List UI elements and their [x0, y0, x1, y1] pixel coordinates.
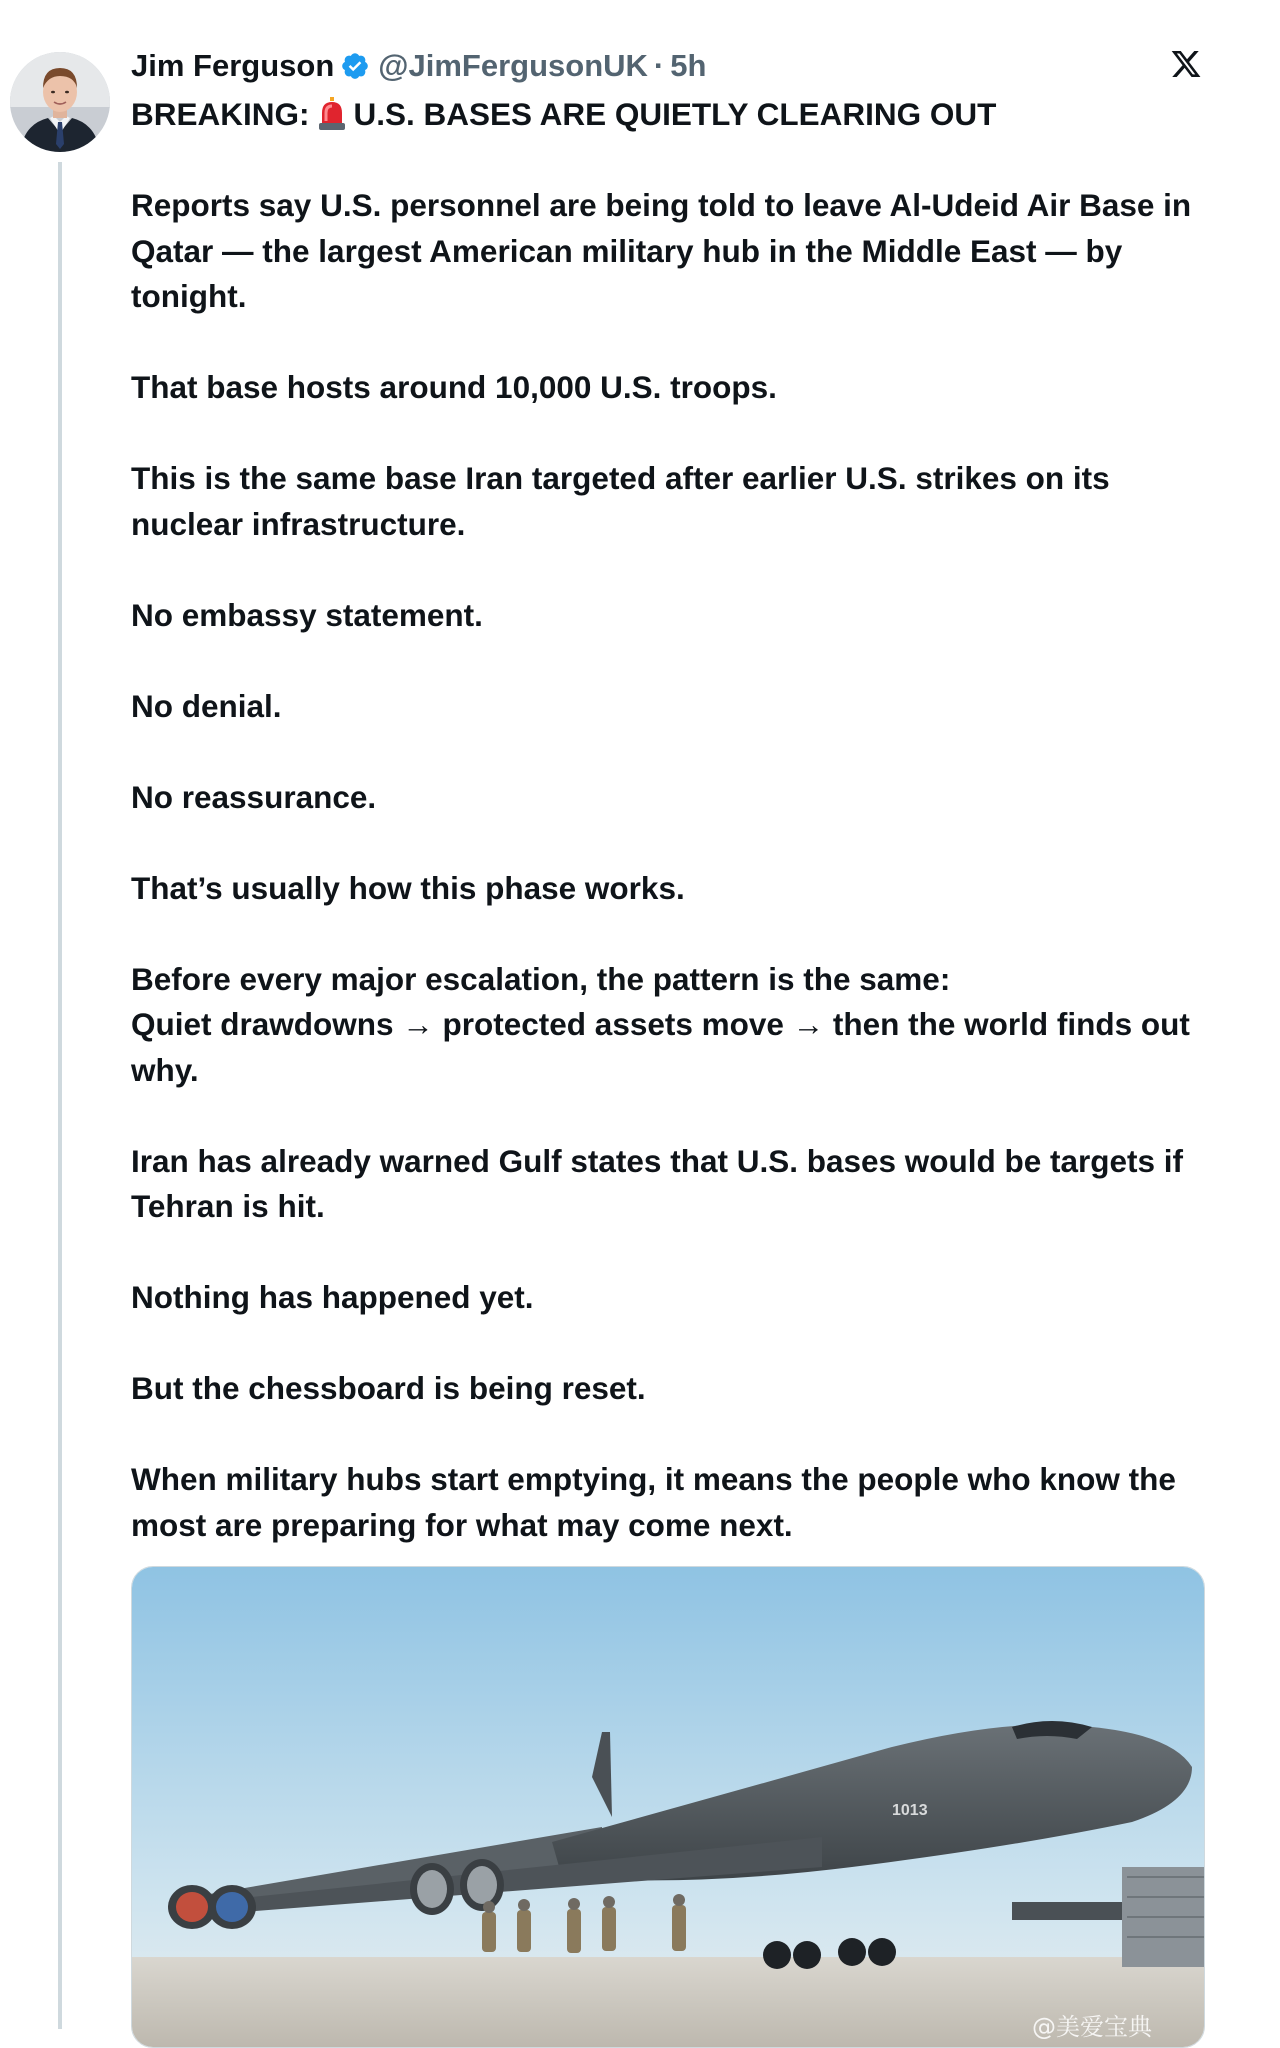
tweet-paragraph: Iran has already warned Gulf states that U.S. bases would be targets if Tehran is hit. [131, 1142, 1184, 1224]
tweet-timestamp[interactable]: 5h [670, 48, 707, 83]
tweet-paragraph: Before every major escalation, the pattern is the same: [131, 960, 951, 997]
headline-prefix: BREAKING: [131, 96, 310, 132]
x-logo-icon[interactable] [1170, 48, 1202, 80]
image-watermark: @美爱宝典 [1032, 2013, 1152, 2041]
tweet-paragraph: Nothing has happened yet. [131, 1279, 534, 1315]
siren-emoji-icon [316, 97, 348, 131]
tail-number: 1013 [892, 1802, 928, 1819]
tweet-paragraph: That’s usually how this phase works. [131, 869, 685, 906]
tweet-paragraph: This is the same base Iran targeted after earlier U.S. strikes on its nuclear infrastructure. [131, 460, 1110, 542]
tweet-paragraph: That base hosts around 10,000 U.S. troops. [131, 369, 777, 405]
headline-text: U.S. BASES ARE QUIETLY CLEARING OUT [353, 96, 997, 132]
tweet-paragraph: Reports say U.S. personnel are being told to leave Al-Udeid Air Base in Qatar — the largest American military hub in the Middle East — by tonight. [131, 187, 1192, 314]
tweet-paragraph: No reassurance. [131, 778, 377, 815]
author-avatar[interactable] [10, 52, 110, 152]
tweet-paragraph: Quiet drawdowns → protected assets move → then the world finds out why. [131, 1006, 1190, 1088]
tweet-paragraph: But the chessboard is being reset. [131, 1370, 646, 1406]
tweet-media-image[interactable] [131, 1566, 1205, 2048]
tweet-paragraph: No embassy statement. [131, 596, 483, 633]
author-handle[interactable]: @JimFergusonUK [378, 48, 648, 83]
author-name[interactable]: Jim Ferguson [131, 48, 335, 83]
b52-bomber-photo [132, 1567, 1204, 2047]
tweet-headline [131, 92, 1211, 138]
tweet-paragraph: When military hubs start emptying, it means the people who know the most are preparing for what may come next. [131, 1461, 1176, 1543]
tweet-text [131, 92, 1211, 1594]
tweet-paragraph: No denial. [131, 687, 282, 724]
meta-separator: · [653, 48, 665, 83]
avatar-photo [10, 52, 110, 152]
tweet-header [131, 44, 706, 88]
thread-line [58, 162, 62, 2029]
verified-badge-icon [340, 51, 370, 81]
